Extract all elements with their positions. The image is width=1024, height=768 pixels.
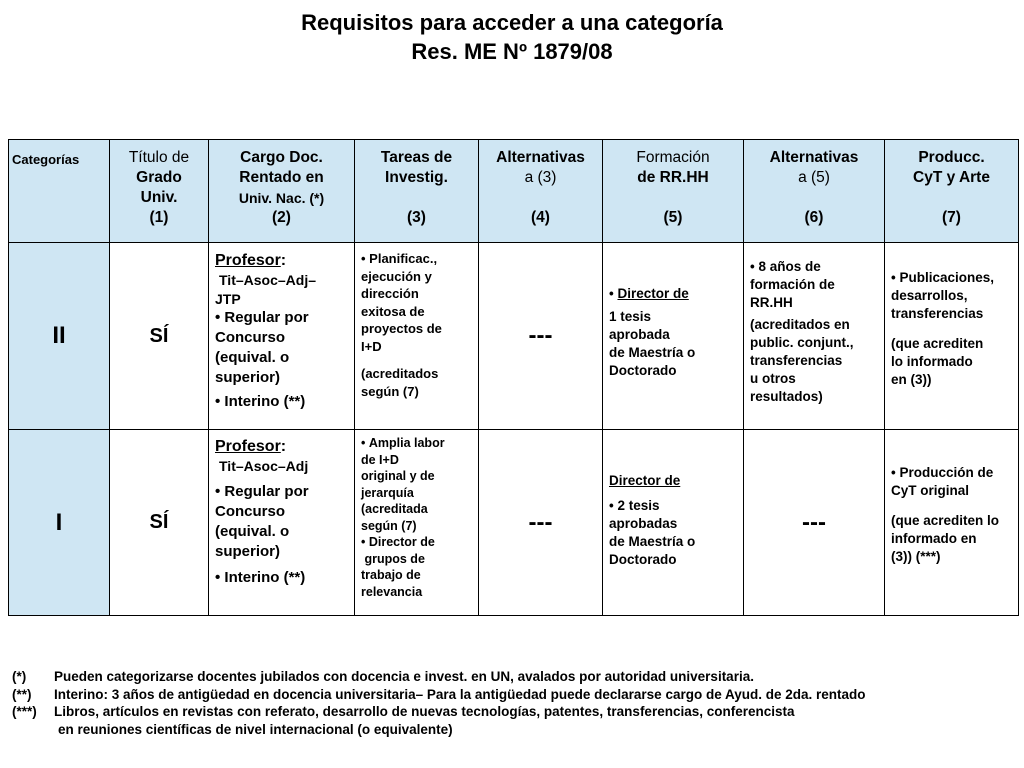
header-alternativas-5	[744, 140, 885, 243]
produc-line: CyT original	[891, 483, 970, 498]
footnote	[12, 668, 865, 686]
header-categorias	[9, 140, 110, 243]
title-line-1: Requisitos para acceder a una categoría	[301, 10, 723, 35]
header-categorias-label: Categorías	[12, 152, 80, 167]
tareas-ii-cell	[355, 243, 479, 430]
header-cargo-line: Univ. Nac. (*)	[238, 190, 325, 206]
header-produc-line: (7)	[942, 209, 961, 226]
header-produc-line: CyT y Arte	[913, 169, 990, 186]
header-formacion-line: Formación	[636, 149, 710, 166]
formacion-line: Doctorado	[609, 552, 677, 567]
header-titulo-line: Título de	[128, 149, 190, 166]
cargo-bullet-line: • Interino (**)	[215, 392, 350, 412]
cargo-bullet-line: • Interino (**)	[215, 568, 350, 588]
tareas-line: según (7)	[361, 383, 419, 399]
table-row-category-ii	[9, 243, 1019, 430]
profesor-heading: Profesor	[215, 252, 281, 269]
header-alt1-line: (4)	[531, 209, 550, 226]
tareas-line: original y de	[361, 469, 435, 483]
cargo-bullet-line: • Regular por	[215, 308, 350, 328]
header-tareas	[355, 140, 479, 243]
footnote	[12, 686, 865, 704]
header-formacion-line: de RR.HH	[637, 169, 709, 186]
footnote-text: Interino: 3 años de antigüedad en docencia universitaria– Para la antigüedad puede declararse cargo de Ayud. de 2da. rentado	[54, 686, 866, 702]
alt2-line: • 8 años de	[750, 258, 880, 276]
page-title	[0, 8, 1024, 66]
cargo-bullet-line: Concurso	[215, 502, 286, 520]
alternativas-3-i-cell: ---	[479, 430, 603, 616]
alt2-line: resultados)	[750, 389, 823, 404]
produccion-ii-cell	[885, 243, 1019, 430]
titulo-i-cell: SÍ	[110, 430, 209, 616]
formacion-line: de Maestría o	[609, 345, 696, 360]
footnotes	[12, 668, 865, 738]
produc-line: • Producción de	[891, 464, 1014, 482]
produc-line: (3)) (***)	[891, 549, 941, 564]
header-alt2-line: (6)	[804, 209, 824, 226]
produc-line: • Publicaciones,	[891, 269, 1014, 287]
formacion-line: Doctorado	[609, 363, 677, 378]
tareas-line: jerarquía	[361, 485, 414, 500]
cargo-i-cell	[209, 430, 355, 616]
alt2-line: (acreditados en	[750, 317, 850, 332]
footnote-mark: (*)	[12, 669, 27, 684]
footnote	[12, 703, 865, 721]
tareas-line: según (7)	[361, 518, 417, 533]
produc-line: (que acrediten	[891, 336, 984, 351]
formacion-line: Director de	[609, 473, 681, 488]
cargo-bullet-line: (equival. o	[215, 349, 290, 366]
produc-line: en (3))	[891, 372, 932, 387]
alt2-line: transferencias	[750, 353, 843, 368]
formacion-i-cell	[603, 430, 744, 616]
header-titulo-line: Univ.	[140, 189, 178, 206]
tareas-i-cell	[355, 430, 479, 616]
header-tareas-line: (3)	[407, 209, 426, 226]
produccion-i-cell	[885, 430, 1019, 616]
tareas-line: trabajo de	[361, 568, 421, 582]
cargo-bullet-line: superior)	[215, 369, 281, 386]
tareas-line: ejecución y	[361, 268, 432, 284]
header-alt2-line: a (5)	[798, 169, 830, 186]
formacion-line: Director de	[617, 286, 689, 301]
footnote-mark: (***)	[12, 704, 37, 719]
tareas-line: • Director de	[361, 534, 474, 551]
tareas-line: • Planificac.,	[361, 250, 474, 268]
tareas-line: de I+D	[361, 452, 399, 467]
cargo-ii-cell	[209, 243, 355, 430]
profesor-colon: :	[280, 438, 287, 455]
profesor-heading: Profesor	[215, 438, 281, 455]
tareas-line: • Amplia labor	[361, 435, 474, 452]
produc-line: (que acrediten lo	[891, 513, 1000, 528]
footnote-text: Libros, artículos en revistas con referato, desarrollo de nuevas tecnologías, patentes, transferencias, conferencista	[54, 704, 795, 719]
cargo-line: Tit–Asoc–Adj–	[219, 272, 316, 288]
alternativas-5-i-cell: ---	[744, 430, 885, 616]
footnote-text: Pueden categorizarse docentes jubilados con docencia e invest. en UN, avalados por autoridad universitaria.	[54, 669, 754, 684]
header-titulo-line: (1)	[149, 209, 169, 226]
alternativas-3-ii-cell: ---	[479, 243, 603, 430]
formacion-line: aprobada	[609, 327, 670, 342]
cargo-bullet-line: superior)	[215, 542, 281, 560]
tareas-line: (acreditada	[361, 502, 428, 516]
tareas-line: proyectos de	[361, 321, 442, 336]
titulo-ii-cell: SÍ	[110, 243, 209, 430]
alt2-line: u otros	[750, 371, 796, 386]
header-cargo-line: Rentado en	[239, 169, 324, 186]
header-titulo	[110, 140, 209, 243]
produc-line: lo informado	[891, 354, 973, 369]
tareas-line: grupos de	[361, 551, 425, 566]
formacion-line: • 2 tesis	[609, 497, 739, 515]
header-formacion-line: (5)	[663, 209, 683, 226]
category-ii-cell: II	[9, 243, 110, 430]
alternativas-5-ii-cell	[744, 243, 885, 430]
header-cargo-line: (2)	[272, 209, 291, 226]
header-tareas-line: Tareas de	[380, 149, 453, 166]
header-alt2-line: Alternativas	[769, 149, 859, 166]
profesor-colon: :	[280, 252, 287, 269]
header-cargo-line: Cargo Doc.	[240, 149, 323, 166]
table-row-category-i	[9, 430, 1019, 616]
requirements-table	[8, 139, 1019, 616]
header-alt1-line: Alternativas	[496, 149, 585, 166]
formacion-ii-cell	[603, 243, 744, 430]
produc-line: informado en	[891, 531, 977, 546]
tareas-line: exitosa de	[361, 303, 425, 319]
formacion-line: 1 tesis	[609, 309, 652, 324]
category-i-cell: I	[9, 430, 110, 616]
tareas-line: I+D	[361, 338, 382, 354]
cargo-line: JTP	[215, 290, 241, 307]
cargo-bullet-line: Concurso	[215, 329, 286, 346]
tareas-line: relevancia	[361, 584, 423, 599]
title-line-2: Res. ME Nº 1879/08	[411, 39, 613, 64]
produc-line: desarrollos,	[891, 288, 968, 303]
header-cargo	[209, 140, 355, 243]
cargo-line: Tit–Asoc–Adj	[219, 458, 309, 474]
formacion-line: de Maestría o	[609, 534, 696, 549]
header-titulo-line: Grado	[136, 169, 182, 186]
header-alt1-line: a (3)	[524, 169, 557, 186]
tareas-line: (acreditados	[361, 366, 439, 381]
cargo-bullet-line: • Regular por	[215, 482, 350, 502]
table-header-row	[9, 140, 1019, 243]
header-produccion	[885, 140, 1019, 243]
header-formacion	[603, 140, 744, 243]
header-tareas-line: Investig.	[385, 169, 448, 186]
cargo-bullet-line: (equival. o	[215, 522, 290, 540]
produc-line: transferencias	[891, 306, 984, 321]
alt2-line: formación de	[750, 277, 835, 292]
footnote-continuation: en reuniones científicas de nivel internacional (o equivalente)	[58, 721, 453, 737]
formacion-line: aprobadas	[609, 516, 678, 531]
tareas-line: dirección	[361, 286, 419, 301]
footnote-mark: (**)	[12, 686, 32, 702]
alt2-line: public. conjunt.,	[750, 335, 854, 350]
alt2-line: RR.HH	[750, 295, 793, 310]
header-produc-line: Producc.	[918, 149, 985, 166]
header-alternativas-3	[479, 140, 603, 243]
